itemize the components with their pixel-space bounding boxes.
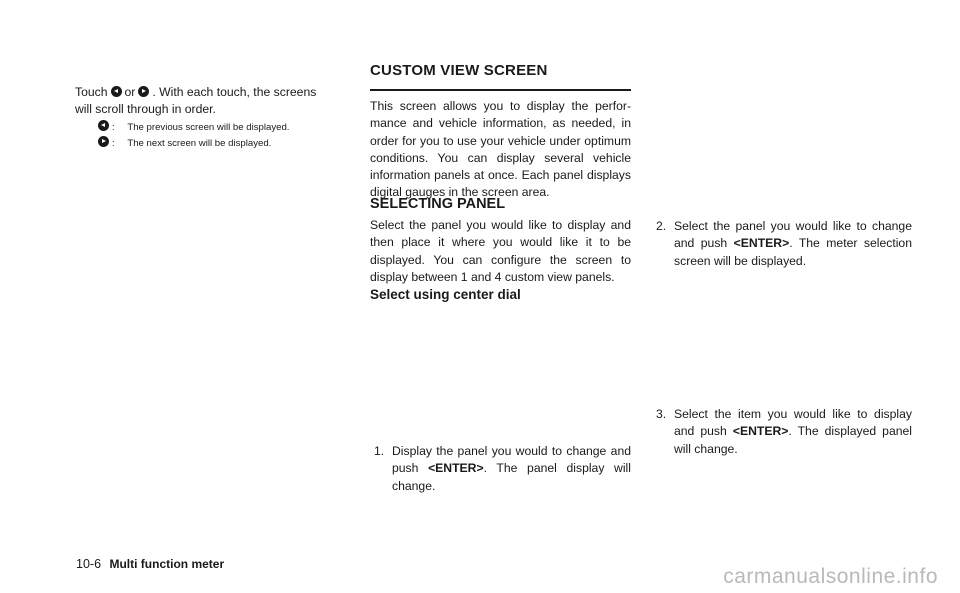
- intro-line-2: will scroll through in order.: [75, 102, 216, 117]
- intro-suffix: . With each touch, the screens: [152, 85, 317, 99]
- step-number: 1.: [374, 444, 385, 458]
- step-text-after: . The meter selection screen will be displayed.: [674, 236, 912, 268]
- legend-text: The previous screen will be displayed.: [127, 122, 290, 133]
- previous-button-icon: [111, 86, 122, 97]
- step-text: [656, 218, 912, 270]
- button-legend: [98, 120, 350, 152]
- step-number: 3.: [656, 407, 667, 421]
- section-title: CUSTOM VIEW SCREEN: [370, 62, 548, 79]
- step-text: [656, 406, 912, 458]
- intro-line-1: [75, 84, 350, 101]
- step-text-after: . The panel display will change.: [392, 461, 631, 493]
- legend-item-previous: [98, 120, 350, 136]
- intro-paragraph: [75, 84, 350, 119]
- sub-subsection-title: Select using center dial: [370, 287, 521, 302]
- step-number: 2.: [656, 219, 667, 233]
- enter-key-label: <ENTER>: [732, 424, 789, 439]
- step-text: [374, 443, 631, 495]
- step-text-before: Display the panel you would to change and push: [392, 444, 631, 476]
- step-text-after: . The displayed panel will change.: [674, 424, 912, 456]
- step-text-before: Select the item you would like to display and push: [674, 407, 912, 439]
- legend-text: The next screen will be displayed.: [127, 138, 272, 149]
- subsection-body: Select the panel you would like to display and then place it where you would like it to be displayed. You can configure the screen to display between 1 and 4 custom view panels.: [370, 218, 631, 284]
- next-button-icon: [138, 86, 149, 97]
- legend-separator: :: [112, 138, 115, 149]
- step-3: [656, 406, 912, 458]
- subsection-title: SELECTING PANEL: [370, 196, 506, 212]
- page-footer: [76, 555, 224, 573]
- next-button-icon: [98, 136, 109, 147]
- enter-key-label: <ENTER>: [733, 236, 790, 251]
- watermark: carmanualsonline.info: [723, 565, 938, 588]
- intro-or: or: [124, 85, 136, 99]
- chapter-title: Multi function meter: [109, 557, 225, 571]
- section-divider: [370, 89, 631, 91]
- previous-button-icon: [98, 120, 109, 131]
- intro-prefix: Touch: [75, 85, 108, 99]
- legend-item-next: [98, 136, 350, 152]
- step-2: [656, 218, 912, 270]
- step-text-before: Select the panel you would like to change and push: [674, 219, 912, 251]
- section-body: This screen allows you to display the perfor-mance and vehicle information, as needed, in order for you to use your vehicle under optimum conditions. You can display several vehicle information panels at once. Each panel displays digital gauges in the screen area.: [370, 99, 631, 200]
- step-1: [374, 443, 631, 495]
- legend-separator: :: [112, 122, 115, 133]
- enter-key-label: <ENTER>: [428, 461, 484, 476]
- page-number: 10-6: [76, 557, 102, 571]
